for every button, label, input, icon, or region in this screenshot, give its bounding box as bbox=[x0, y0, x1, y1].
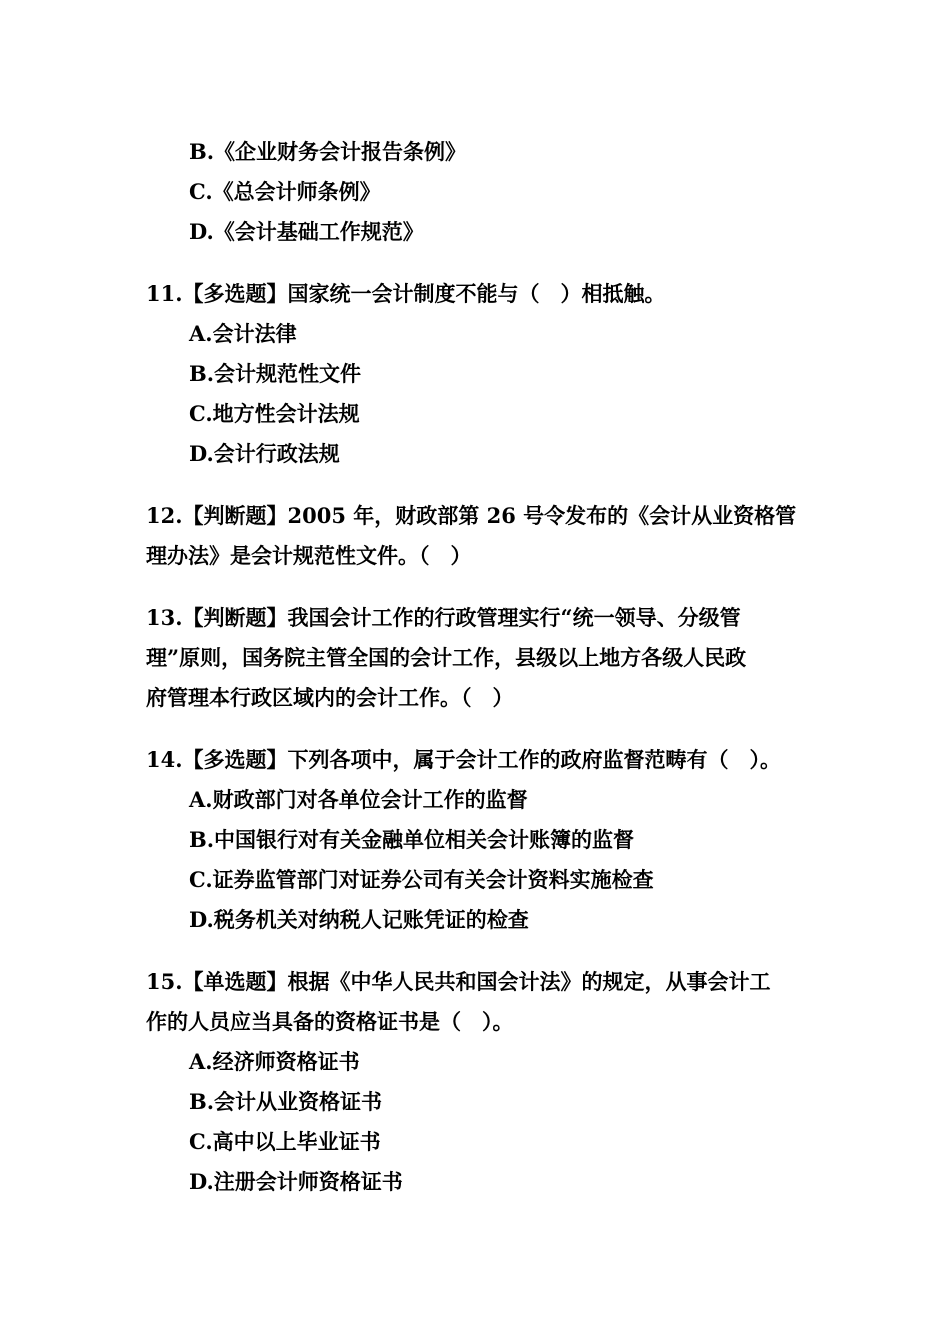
option-b: B.会计从业资格证书 bbox=[189, 1089, 383, 1114]
question-10-options bbox=[146, 132, 826, 252]
question-stem-line: 理办法》是会计规范性文件。（ ） bbox=[146, 543, 472, 568]
option-a: A.会计法律 bbox=[189, 321, 297, 346]
question-stem-line: 府管理本行政区域内的会计工作。（ ） bbox=[146, 685, 514, 710]
option-c: C.《总会计师条例》 bbox=[189, 179, 381, 204]
option-a: A.经济师资格证书 bbox=[189, 1049, 360, 1074]
question-stem: 11.【多选题】国家统一会计制度不能与（ ）相抵触。 bbox=[146, 281, 666, 306]
question-15 bbox=[146, 962, 826, 1202]
question-13 bbox=[146, 598, 826, 718]
question-stem-line: 12.【判断题】2005 年，财政部第 26 号令发布的《会计从业资格管 bbox=[146, 503, 797, 528]
option-d: D.《会计基础工作规范》 bbox=[189, 219, 424, 244]
question-stem-line: 作的人员应当具备的资格证书是（ ）。 bbox=[146, 1009, 514, 1034]
option-b: B.会计规范性文件 bbox=[189, 361, 362, 386]
question-list bbox=[146, 132, 826, 1202]
option-d: D.会计行政法规 bbox=[189, 441, 340, 466]
question-stem-line: 13.【判断题】我国会计工作的行政管理实行“统一领导、分级管 bbox=[146, 605, 741, 630]
question-stem-line: 15.【单选题】根据《中华人民共和国会计法》的规定，从事会计工 bbox=[146, 969, 771, 994]
option-c: C.证券监管部门对证券公司有关会计资料实施检查 bbox=[189, 867, 654, 892]
option-b: B.中国银行对有关金融单位相关会计账簿的监督 bbox=[189, 827, 635, 852]
option-d: D.注册会计师资格证书 bbox=[189, 1169, 403, 1194]
option-c: C.高中以上毕业证书 bbox=[189, 1129, 381, 1154]
question-14 bbox=[146, 740, 826, 940]
option-b: B.《企业财务会计报告条例》 bbox=[189, 139, 467, 164]
question-stem-line: 理”原则，国务院主管全国的会计工作，县级以上地方各级人民政 bbox=[146, 645, 747, 670]
option-d: D.税务机关对纳税人记账凭证的检查 bbox=[189, 907, 529, 932]
question-stem: 14.【多选题】下列各项中，属于会计工作的政府监督范畴有（ ）。 bbox=[146, 747, 782, 772]
question-11 bbox=[146, 274, 826, 474]
option-a: A.财政部门对各单位会计工作的监督 bbox=[189, 787, 528, 812]
question-12 bbox=[146, 496, 826, 576]
option-c: C.地方性会计法规 bbox=[189, 401, 360, 426]
